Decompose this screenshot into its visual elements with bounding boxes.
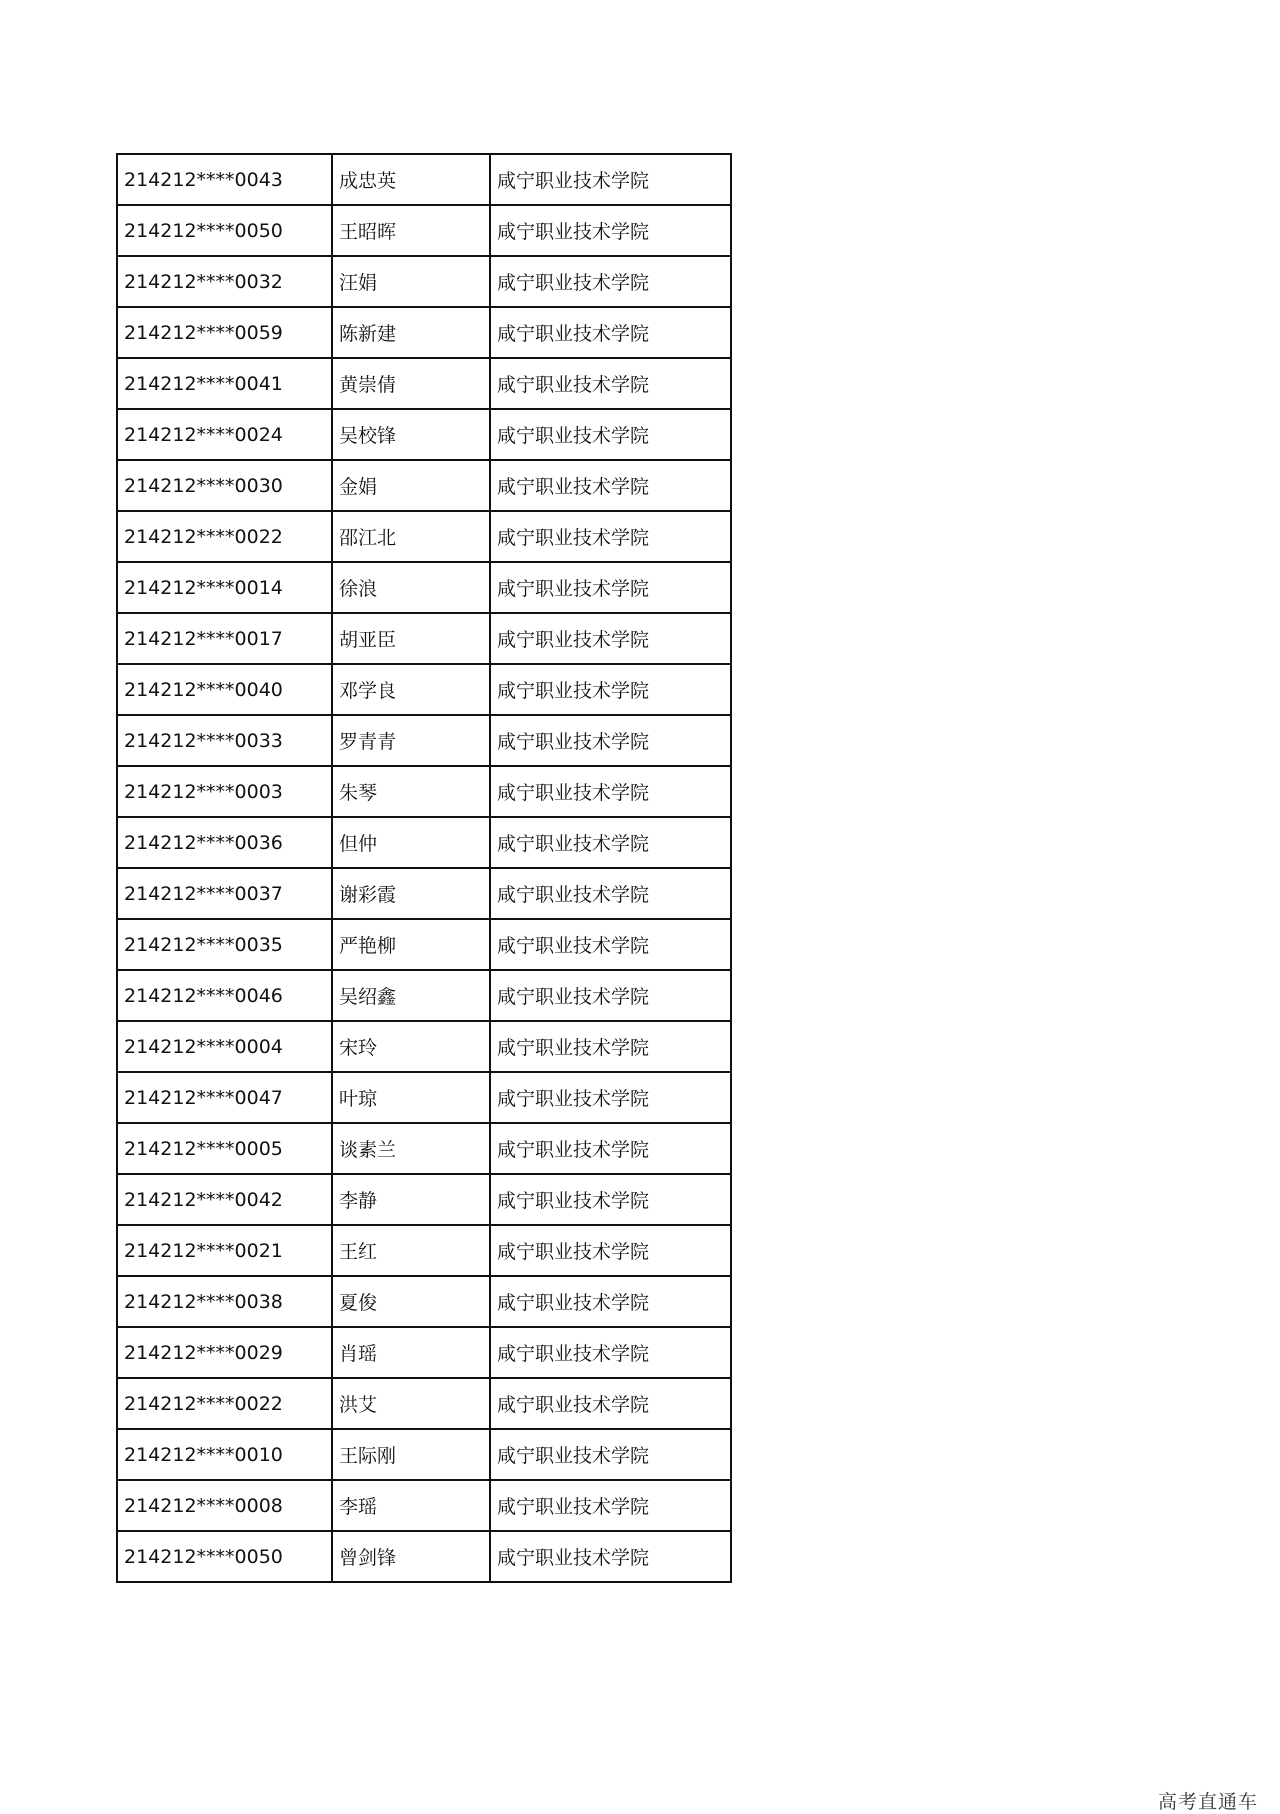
table-row (117, 613, 731, 664)
cell-name: 邓学良 (332, 664, 490, 715)
table-row (117, 766, 731, 817)
table-row (117, 154, 731, 205)
cell-exam-id: 214212****0043 (117, 154, 332, 205)
cell-name: 李静 (332, 1174, 490, 1225)
table-row (117, 664, 731, 715)
cell-name: 肖瑶 (332, 1327, 490, 1378)
cell-name: 谢彩霞 (332, 868, 490, 919)
table-row (117, 511, 731, 562)
cell-name: 严艳柳 (332, 919, 490, 970)
cell-school: 咸宁职业技术学院 (490, 154, 731, 205)
cell-school: 咸宁职业技术学院 (490, 1174, 731, 1225)
cell-exam-id: 214212****0005 (117, 1123, 332, 1174)
table-row (117, 919, 731, 970)
cell-school: 咸宁职业技术学院 (490, 715, 731, 766)
cell-school: 咸宁职业技术学院 (490, 1531, 731, 1582)
cell-school: 咸宁职业技术学院 (490, 409, 731, 460)
cell-exam-id: 214212****0017 (117, 613, 332, 664)
cell-name: 李瑶 (332, 1480, 490, 1531)
cell-school: 咸宁职业技术学院 (490, 1276, 731, 1327)
cell-exam-id: 214212****0004 (117, 1021, 332, 1072)
cell-name: 朱琴 (332, 766, 490, 817)
table-row (117, 1276, 731, 1327)
table-row (117, 1429, 731, 1480)
cell-name: 吴校锋 (332, 409, 490, 460)
cell-name: 成忠英 (332, 154, 490, 205)
cell-exam-id: 214212****0008 (117, 1480, 332, 1531)
cell-name: 曾剑锋 (332, 1531, 490, 1582)
table-row (117, 1225, 731, 1276)
cell-exam-id: 214212****0042 (117, 1174, 332, 1225)
cell-school: 咸宁职业技术学院 (490, 817, 731, 868)
cell-school: 咸宁职业技术学院 (490, 919, 731, 970)
cell-name: 吴绍鑫 (332, 970, 490, 1021)
cell-exam-id: 214212****0022 (117, 511, 332, 562)
cell-exam-id: 214212****0021 (117, 1225, 332, 1276)
table-row (117, 1123, 731, 1174)
cell-name: 罗青青 (332, 715, 490, 766)
table-row (117, 1072, 731, 1123)
table-row (117, 970, 731, 1021)
results-table (116, 153, 732, 1583)
cell-school: 咸宁职业技术学院 (490, 766, 731, 817)
table-row (117, 358, 731, 409)
cell-school: 咸宁职业技术学院 (490, 1327, 731, 1378)
table-row (117, 1021, 731, 1072)
cell-school: 咸宁职业技术学院 (490, 664, 731, 715)
table-row (117, 1531, 731, 1582)
cell-name: 洪艾 (332, 1378, 490, 1429)
cell-name: 王际刚 (332, 1429, 490, 1480)
table-row (117, 868, 731, 919)
cell-school: 咸宁职业技术学院 (490, 460, 731, 511)
cell-exam-id: 214212****0041 (117, 358, 332, 409)
cell-school: 咸宁职业技术学院 (490, 358, 731, 409)
cell-exam-id: 214212****0038 (117, 1276, 332, 1327)
table-row (117, 715, 731, 766)
cell-exam-id: 214212****0033 (117, 715, 332, 766)
cell-name: 叶琼 (332, 1072, 490, 1123)
cell-name: 宋玲 (332, 1021, 490, 1072)
cell-school: 咸宁职业技术学院 (490, 256, 731, 307)
cell-exam-id: 214212****0040 (117, 664, 332, 715)
cell-name: 黄崇倩 (332, 358, 490, 409)
cell-exam-id: 214212****0046 (117, 970, 332, 1021)
table-row (117, 205, 731, 256)
cell-exam-id: 214212****0022 (117, 1378, 332, 1429)
cell-exam-id: 214212****0024 (117, 409, 332, 460)
cell-school: 咸宁职业技术学院 (490, 511, 731, 562)
cell-exam-id: 214212****0059 (117, 307, 332, 358)
cell-school: 咸宁职业技术学院 (490, 1429, 731, 1480)
cell-name: 陈新建 (332, 307, 490, 358)
cell-name: 王昭晖 (332, 205, 490, 256)
cell-school: 咸宁职业技术学院 (490, 1072, 731, 1123)
cell-exam-id: 214212****0036 (117, 817, 332, 868)
table-row (117, 307, 731, 358)
cell-school: 咸宁职业技术学院 (490, 1225, 731, 1276)
cell-name: 邵江北 (332, 511, 490, 562)
cell-exam-id: 214212****0010 (117, 1429, 332, 1480)
cell-name: 夏俊 (332, 1276, 490, 1327)
cell-school: 咸宁职业技术学院 (490, 1123, 731, 1174)
cell-exam-id: 214212****0035 (117, 919, 332, 970)
cell-school: 咸宁职业技术学院 (490, 562, 731, 613)
cell-name: 谈素兰 (332, 1123, 490, 1174)
cell-school: 咸宁职业技术学院 (490, 205, 731, 256)
cell-exam-id: 214212****0032 (117, 256, 332, 307)
cell-name: 但仲 (332, 817, 490, 868)
cell-school: 咸宁职业技术学院 (490, 970, 731, 1021)
table-row (117, 460, 731, 511)
table-row (117, 256, 731, 307)
table-row (117, 1327, 731, 1378)
table-row (117, 1480, 731, 1531)
table-body (117, 154, 731, 1582)
cell-school: 咸宁职业技术学院 (490, 307, 731, 358)
cell-name: 汪娟 (332, 256, 490, 307)
table-row (117, 817, 731, 868)
cell-school: 咸宁职业技术学院 (490, 868, 731, 919)
cell-school: 咸宁职业技术学院 (490, 1378, 731, 1429)
cell-name: 金娟 (332, 460, 490, 511)
watermark-text: 高考直通车 (1157, 1791, 1258, 1813)
cell-name: 胡亚臣 (332, 613, 490, 664)
table-row (117, 1378, 731, 1429)
table-row (117, 1174, 731, 1225)
cell-exam-id: 214212****0047 (117, 1072, 332, 1123)
cell-name: 徐浪 (332, 562, 490, 613)
cell-exam-id: 214212****0050 (117, 205, 332, 256)
table-row (117, 562, 731, 613)
cell-exam-id: 214212****0003 (117, 766, 332, 817)
cell-exam-id: 214212****0014 (117, 562, 332, 613)
cell-exam-id: 214212****0030 (117, 460, 332, 511)
cell-name: 王红 (332, 1225, 490, 1276)
cell-school: 咸宁职业技术学院 (490, 1021, 731, 1072)
cell-school: 咸宁职业技术学院 (490, 613, 731, 664)
cell-school: 咸宁职业技术学院 (490, 1480, 731, 1531)
cell-exam-id: 214212****0050 (117, 1531, 332, 1582)
cell-exam-id: 214212****0029 (117, 1327, 332, 1378)
cell-exam-id: 214212****0037 (117, 868, 332, 919)
table-row (117, 409, 731, 460)
